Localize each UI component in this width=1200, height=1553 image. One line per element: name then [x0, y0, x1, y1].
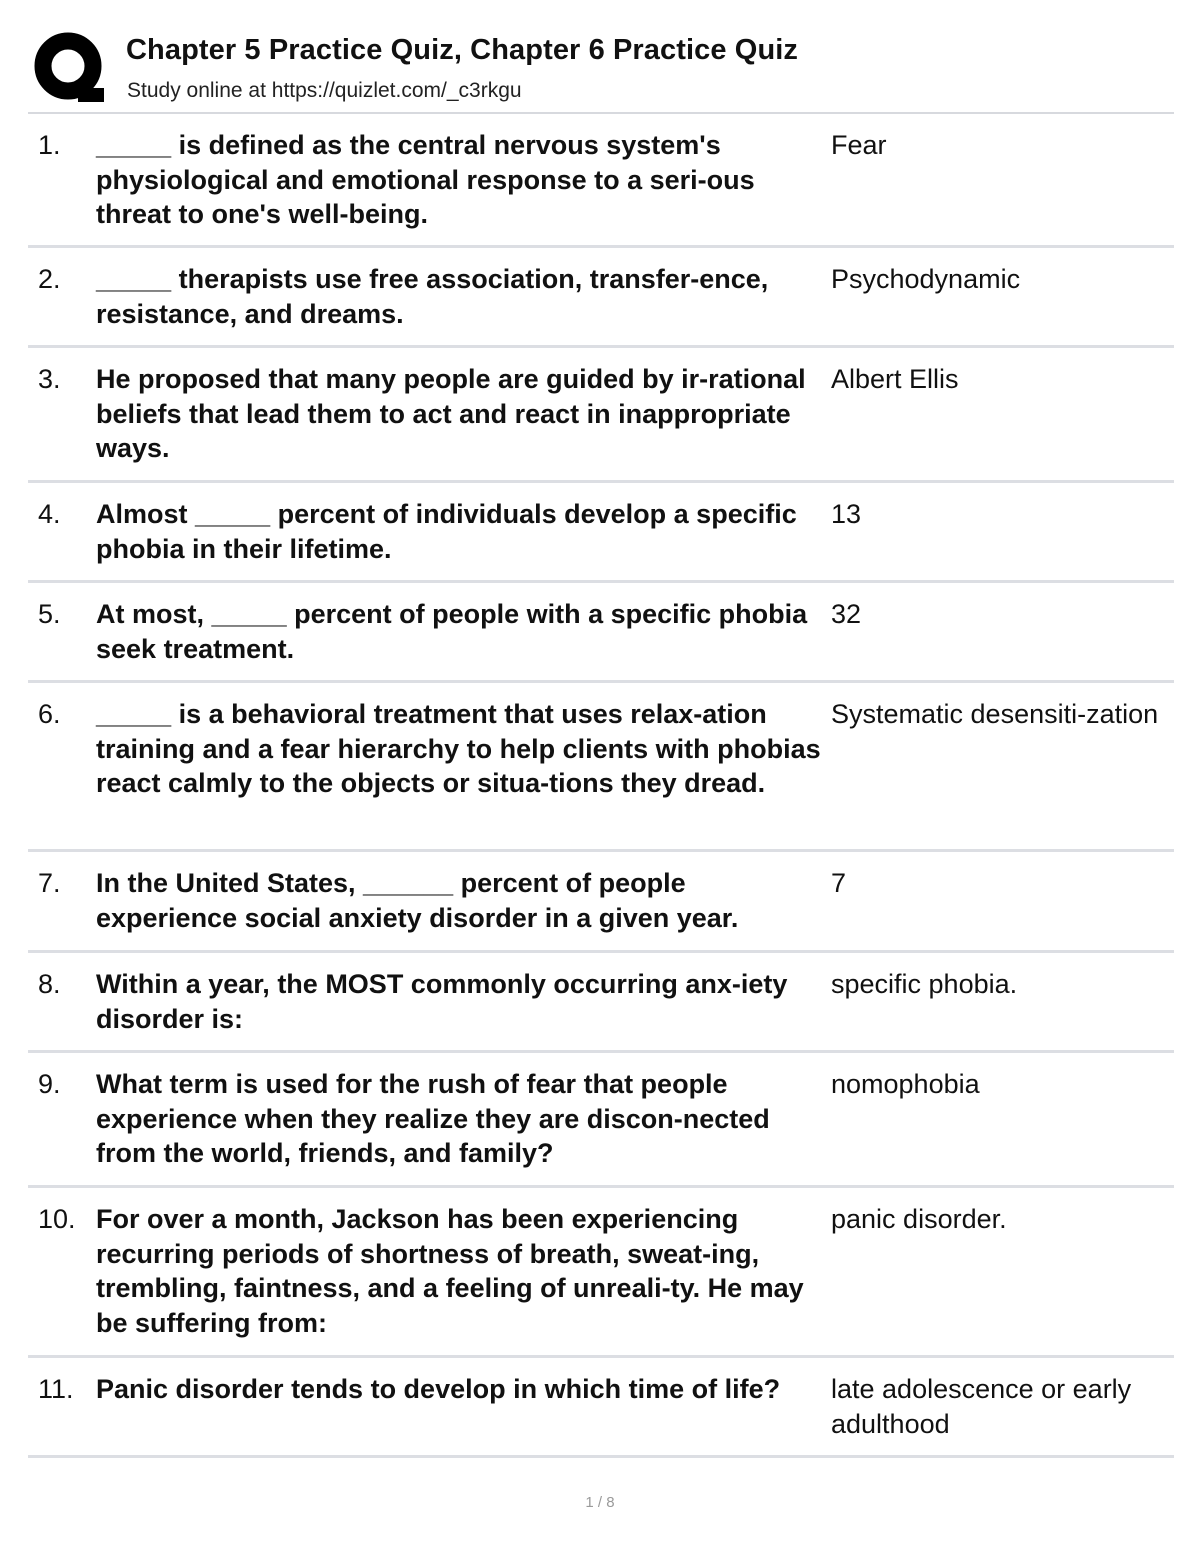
item-answer: 7 — [831, 868, 847, 898]
item-question: Within a year, the MOST commonly occurring anx-iety disorder is: — [96, 969, 788, 1034]
quiz-item — [28, 1053, 1174, 1188]
item-question: _____ is defined as the central nervous system's physiological and emotional response to a seri-ous threat to one's well-being. — [96, 130, 755, 229]
quiz-item — [28, 114, 1174, 248]
item-question: Panic disorder tends to develop in which time of life? — [96, 1374, 781, 1404]
item-question: What term is used for the rush of fear that people experience when they realize they are discon-nected from the world, friends, and family? — [96, 1069, 770, 1168]
item-number: 3. — [38, 364, 61, 394]
quiz-item — [28, 1358, 1174, 1458]
item-answer: Systematic desensiti-zation — [831, 699, 1159, 729]
quiz-item — [28, 852, 1174, 953]
quiz-item — [28, 683, 1174, 852]
item-question: In the United States, ______ percent of people experience social anxiety disorder in a given year. — [96, 868, 739, 933]
quiz-item — [28, 348, 1174, 483]
item-question: At most, _____ percent of people with a specific phobia seek treatment. — [96, 599, 808, 664]
item-answer: specific phobia. — [831, 969, 1018, 999]
item-number: 8. — [38, 969, 61, 999]
item-answer: nomophobia — [831, 1069, 980, 1099]
item-number: 5. — [38, 599, 61, 629]
item-number: 11. — [38, 1374, 74, 1404]
item-number: 2. — [38, 264, 61, 294]
item-number: 10. — [38, 1204, 76, 1234]
item-number: 6. — [38, 699, 61, 729]
quiz-item — [28, 248, 1174, 348]
document-header — [28, 28, 1174, 112]
quiz-item — [28, 483, 1174, 583]
item-number: 9. — [38, 1069, 61, 1099]
quiz-items-list — [28, 114, 1174, 1458]
item-question: Almost _____ percent of individuals develop a specific phobia in their lifetime. — [96, 499, 797, 564]
page-indicator: 1 / 8 — [585, 1494, 615, 1511]
item-answer: Fear — [831, 130, 887, 160]
item-question: For over a month, Jackson has been experiencing recurring periods of shortness of breath, sweat-ing, trembling, faintness, and a feeling of unreali-ty. He may be suffering from: — [96, 1204, 804, 1338]
item-question: _____ is a behavioral treatment that uses relax-ation training and a fear hierarchy to help clients with phobias react calmly to the objects or situa-tions they dread. — [96, 699, 821, 798]
item-number: 7. — [38, 868, 61, 898]
item-answer: late adolescence or early adulthood — [831, 1374, 1132, 1439]
item-number: 1. — [38, 130, 61, 160]
item-answer: Psychodynamic — [831, 264, 1021, 294]
quizlet-q-logo-icon — [32, 32, 104, 104]
item-answer: Albert Ellis — [831, 364, 959, 394]
item-answer: 32 — [831, 599, 862, 629]
item-number: 4. — [38, 499, 61, 529]
quiz-item — [28, 583, 1174, 683]
quiz-item — [28, 1188, 1174, 1358]
item-question: He proposed that many people are guided by ir-rational beliefs that lead them to act and react in inappropriate ways. — [96, 364, 806, 463]
item-question: _____ therapists use free association, transfer-ence, resistance, and dreams. — [96, 264, 769, 329]
item-answer: panic disorder. — [831, 1204, 1007, 1234]
document-title: Chapter 5 Practice Quiz, Chapter 6 Practice Quiz — [126, 34, 799, 66]
item-answer: 13 — [831, 499, 862, 529]
study-online-link[interactable]: Study online at https://quizlet.com/_c3rkgu — [127, 79, 522, 102]
quiz-item — [28, 953, 1174, 1053]
